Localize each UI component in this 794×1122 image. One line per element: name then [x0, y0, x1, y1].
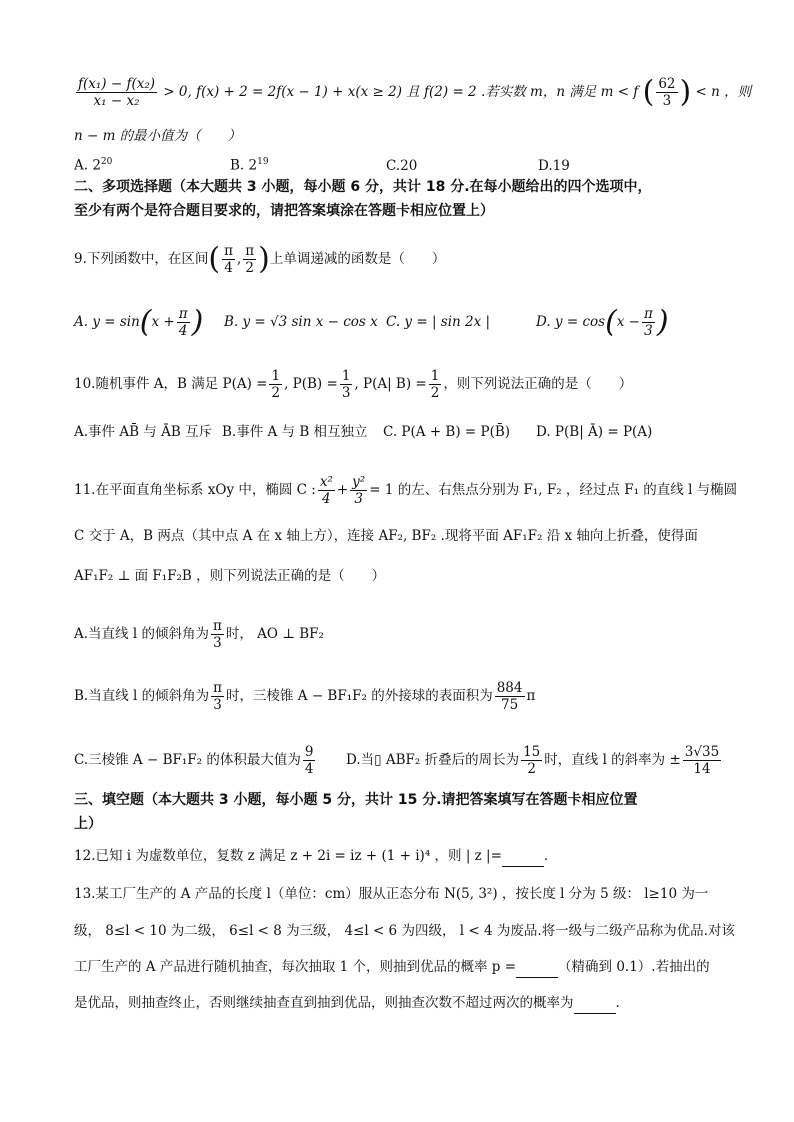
- section3-heading: 三、填空题（本大题共 3 小题，每小题 5 分，共计 15 分.请把答案填写在答题卡相应位置: [74, 792, 638, 808]
- q8-options: [74, 152, 570, 176]
- q10-options: [74, 422, 652, 442]
- q9-stem: 9.下列函数中，在区间( $\frac{\pi}{4}$ , $\frac{\pi}{2}$ )上单调递减的函数是（ ）: [74, 241, 446, 277]
- q11-option-c: C.三棱锥 A − BF₁F₂ 的体积最大值为 $\frac{9}{4}$: [74, 744, 314, 777]
- q8-line2: n − m 的最小值为（ ）: [74, 128, 242, 144]
- q11-stem: 11.在平面直角坐标系 xOy 中，椭圆 C : $\frac{\text{x²}}{4}$ + $\frac{\text{y²}}{3}$ = 1 的左、右焦点分别为 F₁, F₂ ，经过点 F₁ 的直线 l 与椭圆: [74, 474, 738, 507]
- q11-line3: AF₁F₂ ⊥ 面 F₁F₂B ，则下列说法正确的是（ ）: [74, 568, 386, 584]
- section2-heading: 二、多项选择题（本大题共 3 小题，每小题 6 分，共计 18 分.在每小题给出的四个选项中，: [74, 179, 652, 195]
- q8-option-c: C.20: [386, 157, 418, 174]
- q8-after-text: < n ，则: [695, 84, 752, 100]
- q13-probability-blank[interactable]: [516, 957, 558, 978]
- q10-option-b: B.事件 A 与 B 相互独立: [222, 424, 368, 440]
- q11-line2: C 交于 A，B 两点（其中点 A 在 x 轴上方），连接 AF₂, BF₂ .现将平面 AF₁F₂ 沿 x 轴向上折叠，使得面: [74, 528, 698, 544]
- q13-answer-blank[interactable]: [574, 993, 616, 1014]
- q13-line2: 级， 8≤l < 10 为二级， 6≤l < 8 为三级， 4≤l < 6 为四级， l < 4 为废品.将一级与二级产品称为优品.对该: [74, 923, 735, 939]
- q8-argument-fraction: $\frac{62}{3}$: [658, 76, 676, 109]
- q13-line1: 13.某工厂生产的 A 产品的长度 l（单位：cm）服从正态分布 N(5, 3²) ，按长度 l 分为 5 级： l≥10 为一: [74, 886, 709, 902]
- q11-option-b: B.当直线 l 的倾斜角为 $\frac{\pi}{3}$ 时，三棱锥 A − BF₁F₂ 的外接球的表面积为 $\frac{884}{75}$ π: [74, 680, 536, 713]
- q8-option-b: B. $2^{19}$: [230, 157, 269, 174]
- q10-option-d: D. P(B| Ā) = P(A): [536, 424, 653, 440]
- q10-stem: 10.随机事件 A，B 满足 P(A) = $\frac{1}{2}$ , P(B) = $\frac{1}{3}$ , P(A| B) = $\frac{1}{2}$ ，则下列说法正确的是（ ）: [74, 368, 633, 401]
- section2-heading-cont: 至少有两个是符合题目要求的，请把答案填涂在答题卡相应位置上）: [74, 203, 494, 219]
- section3-heading-cont: 上）: [74, 816, 102, 832]
- q9-option-d: D. y = cos(x − $\frac{\pi}{3}$ ): [536, 304, 669, 340]
- q8-condition-fraction: $\frac{\text{f(x₁) − f(x₂)}}{\text{x₁ − x₂}}$: [78, 76, 156, 109]
- q11-option-a: A.当直线 l 的倾斜角为 $\frac{\pi}{3}$ 时， AO ⊥ BF₂: [74, 618, 324, 651]
- q9-option-a: A. y = sin(x + $\frac{\pi}{4}$ ): [74, 304, 204, 340]
- q9-option-b: B. y = √3 sin x − cos x: [224, 314, 378, 330]
- q10-option-c: C. P(A + B) = P(B̄): [383, 424, 511, 440]
- q13-line4: 是优品，则抽查终止，否则继续抽查直到抽到优品，则抽查次数不超过两次的概率为 .: [74, 993, 620, 1014]
- q8-line1: $\frac{\text{f(x₁) − f(x₂)}}{\text{x₁ − x₂}}$ > 0, f(x) + 2 = 2f(x − 1) + x(x ≥ 2) 且 f(2) = 2 .若实数 m，n 满足 m < f ( $\frac{62}{3}$ ) < n ，则: [78, 74, 752, 110]
- q12-answer-blank[interactable]: [502, 846, 544, 867]
- q12-stem: 12.已知 i 为虚数单位，复数 z 满足 z + 2i = iz + (1 + i)⁴ ，则 | z |= .: [74, 846, 548, 867]
- q8-option-d: D.19: [538, 157, 570, 174]
- q9-option-c: C. y = | sin 2x |: [386, 314, 491, 330]
- q8-option-a: A. $2^{20}$: [74, 157, 113, 174]
- q10-option-a: A.事件 AB̄ 与 ĀB 互斥: [74, 424, 213, 440]
- q11-option-d: D.当▯ ABF₂ 折叠后的周长为 $\frac{15}{2}$ 时，直线 l 的斜率为 ± $\frac{3√35}{14}$: [346, 744, 720, 777]
- q13-line3: 工厂生产的 A 产品进行随机抽查，每次抽取 1 个，则抽到优品的概率 p = （精确到 0.1）.若抽出的: [74, 957, 710, 978]
- q8-condition-text: > 0, f(x) + 2 = 2f(x − 1) + x(x ≥ 2) 且 f(2) = 2 .若实数 m，n 满足 m < f: [163, 84, 639, 100]
- q11-options-cd: [74, 744, 723, 777]
- q9-options: [74, 306, 669, 339]
